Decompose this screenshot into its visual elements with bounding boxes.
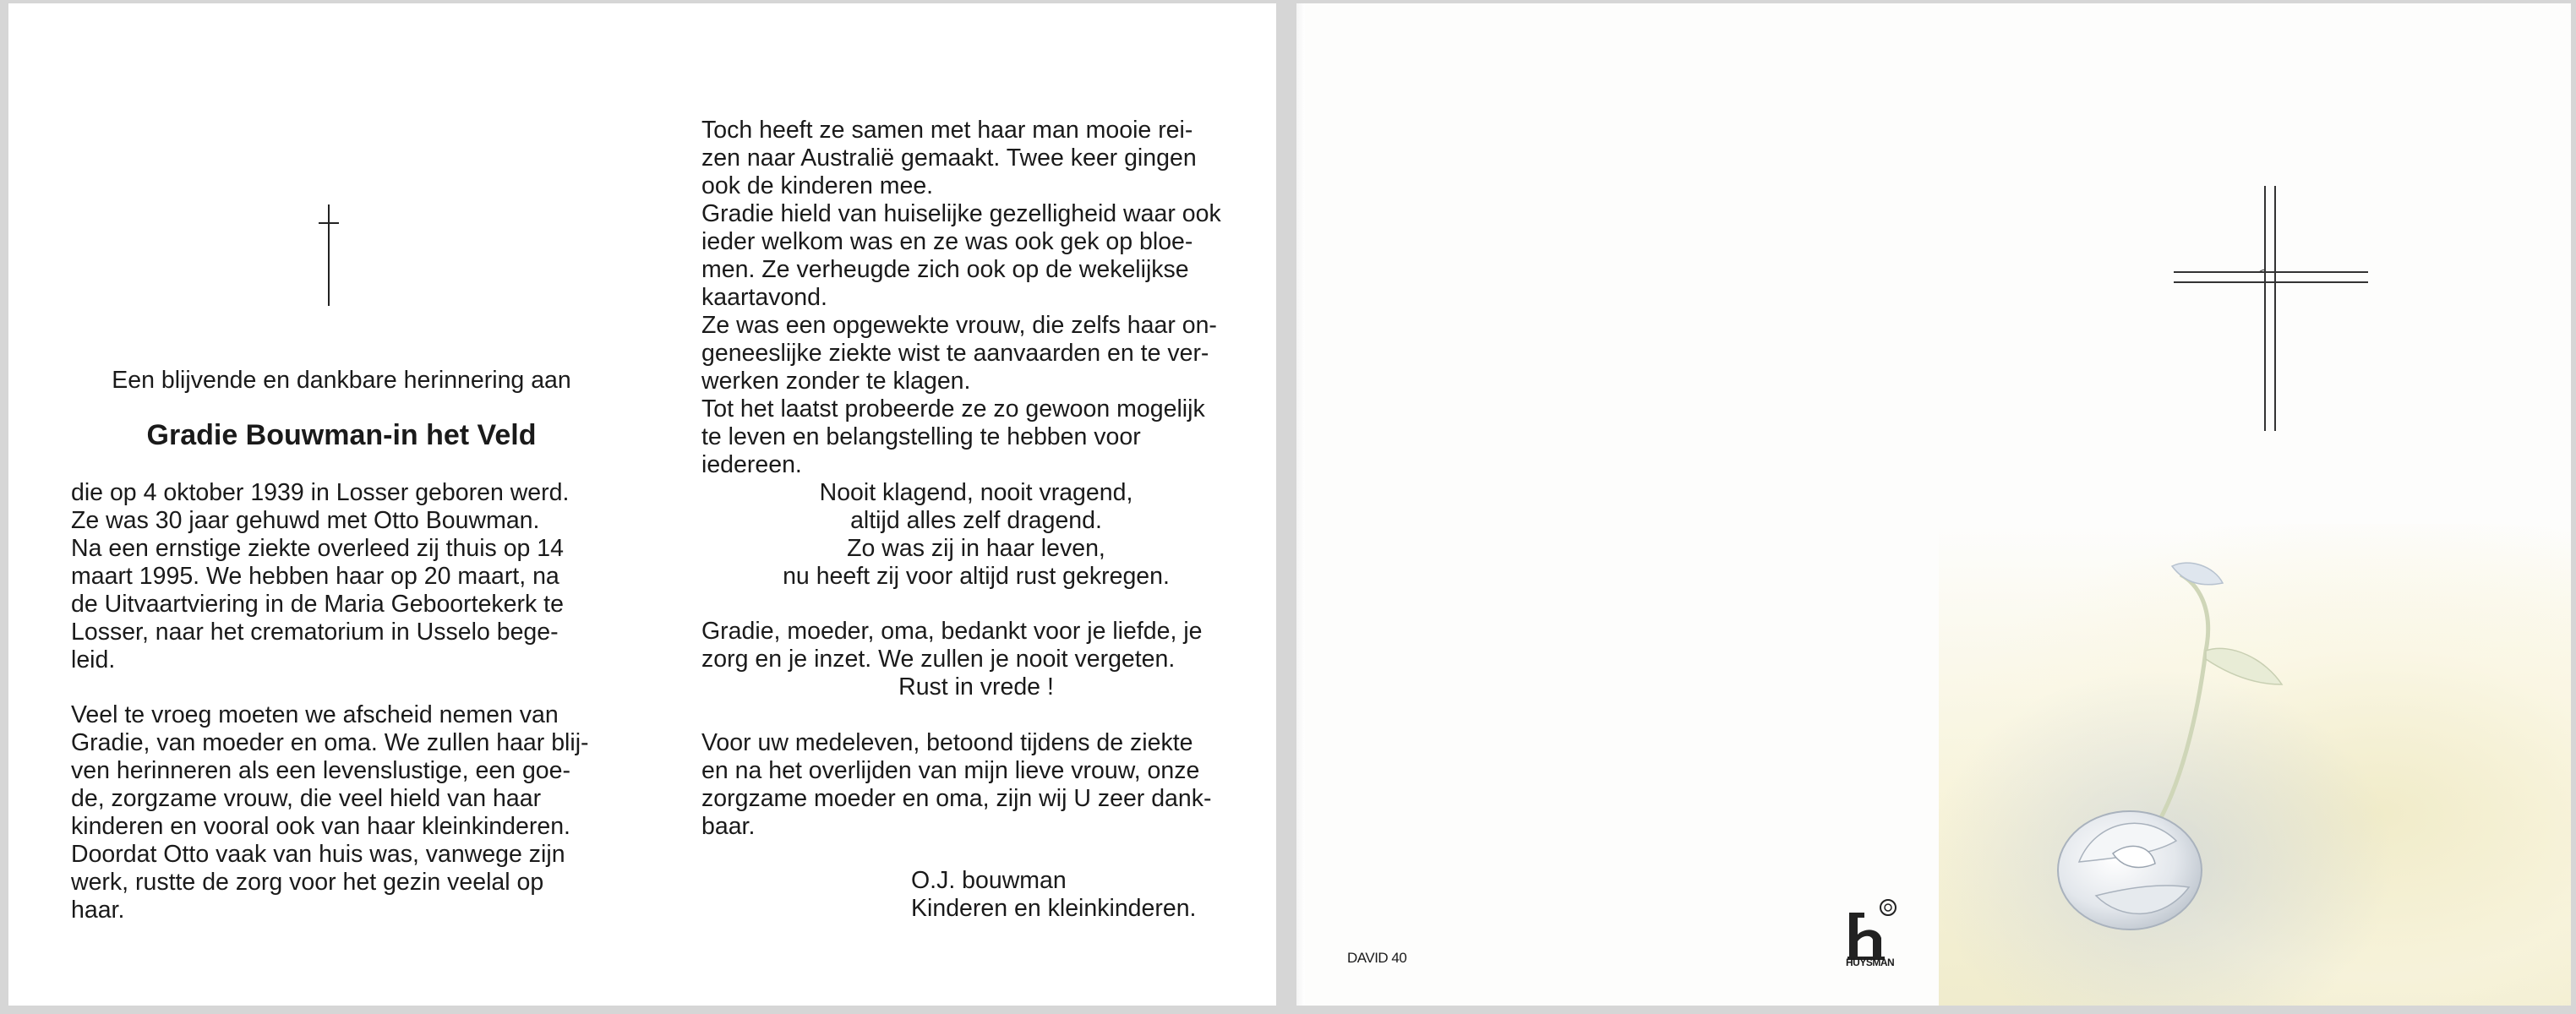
right-paragraph-1 (701, 117, 1251, 479)
text-line: kinderen en vooral ook van haar kleinkinderen. (71, 813, 570, 840)
signature-line: Kinderen en kleinkinderen. (911, 895, 1197, 922)
text-line: ven herinneren als een levenslustige, een goe- (71, 757, 570, 784)
rose-illustration (2028, 549, 2383, 989)
left-paragraph-1 (71, 479, 612, 674)
text-line: en na het overlijden van mijn lieve vrouw, onze (701, 757, 1200, 784)
text-line: de, zorgzame vrouw, die veel hield van haar (71, 785, 542, 812)
right-paragraph-3 (701, 729, 1251, 841)
text-line: iedereen. (701, 451, 802, 478)
text-line: de Uitvaartviering in de Maria Geboortekerk te (71, 591, 564, 618)
text-line: te leven en belangstelling te hebben voor (701, 423, 1141, 450)
card-code: DAVID 40 (1347, 950, 1407, 966)
text-line: Ze was 30 jaar gehuwd met Otto Bouwman. (71, 507, 540, 534)
cross-icon (316, 204, 341, 306)
text-line: baar. (701, 813, 756, 840)
text-line: ieder welkom was en ze was ook gek op bloe- (701, 228, 1193, 255)
poem-line: Nooit klagend, nooit vragend, (819, 479, 1133, 506)
large-cross-icon (2174, 186, 2368, 431)
poem-line: altijd alles zelf dragend. (850, 507, 1102, 534)
text-line: die op 4 oktober 1939 in Losser geboren werd. (71, 479, 570, 506)
text-line: werken zonder te klagen. (701, 368, 971, 395)
intro-text: Een blijvende en dankbare herinnering aan (112, 367, 571, 394)
text-line: Na een ernstige ziekte overleed zij thuis op 14 (71, 535, 565, 562)
text-line: Toch heeft ze samen met haar man mooie rei- (701, 117, 1193, 144)
text-line: men. Ze verheugde zich ook op de wekelijkse (701, 256, 1189, 283)
text-line: Ze was een opgewekte vrouw, die zelfs haar on- (701, 312, 1217, 339)
text-line: leid. (71, 646, 116, 673)
text-line: werk, rustte de zorg voor het gezin veelal op (71, 869, 544, 896)
text-line: Gradie, van moeder en oma. We zullen haar blij- (71, 729, 589, 756)
signature (911, 867, 1196, 923)
text-line: geneeslijke ziekte wist te aanvaarden en te ver- (701, 340, 1209, 367)
right-paragraph-2 (701, 618, 1251, 673)
deceased-name: Gradie Bouwman-in het Veld (146, 419, 537, 451)
text-line: ook de kinderen mee. (701, 172, 934, 199)
poem-line: nu heeft zij voor altijd rust gekregen. (783, 563, 1170, 590)
text-line: Gradie hield van huiselijke gezelligheid waar ook (701, 200, 1221, 227)
text-line: Veel te vroeg moeten we afscheid nemen van (71, 701, 559, 728)
left-paragraph-2 (71, 701, 612, 924)
text-line: Tot het laatst probeerde ze zo gewoon mogelijk (701, 395, 1205, 422)
text-line: haar. (71, 897, 125, 924)
text-line: Voor uw medeleven, betoond tijdens de ziekte (701, 729, 1193, 756)
poem-line: Zo was zij in haar leven, (847, 535, 1105, 562)
text-line: zorg en je inzet. We zullen je nooit vergeten. (701, 646, 1176, 673)
text-line: zen naar Australië gemaakt. Twee keer gingen (701, 144, 1197, 172)
text-line: maart 1995. We hebben haar op 20 maart, na (71, 563, 559, 590)
card-inner-spread (8, 3, 1276, 1006)
text-line: Losser, naar het crematorium in Usselo bege- (71, 619, 559, 646)
poem (701, 479, 1251, 591)
logo-text: HUYSMAN (1846, 957, 1895, 968)
signature-line: O.J. bouwman (911, 867, 1067, 894)
fold-shadow (1296, 3, 1305, 1006)
text-line: Doordat Otto vaak van huis was, vanwege zijn (71, 841, 565, 868)
text-line: kaartavond. (701, 284, 827, 311)
text-line: Gradie, moeder, oma, bedankt voor je liefde, je (701, 618, 1203, 645)
rest-in-peace: Rust in vrede ! (898, 673, 1054, 701)
text-line: zorgzame moeder en oma, zijn wij U zeer dank- (701, 785, 1212, 812)
